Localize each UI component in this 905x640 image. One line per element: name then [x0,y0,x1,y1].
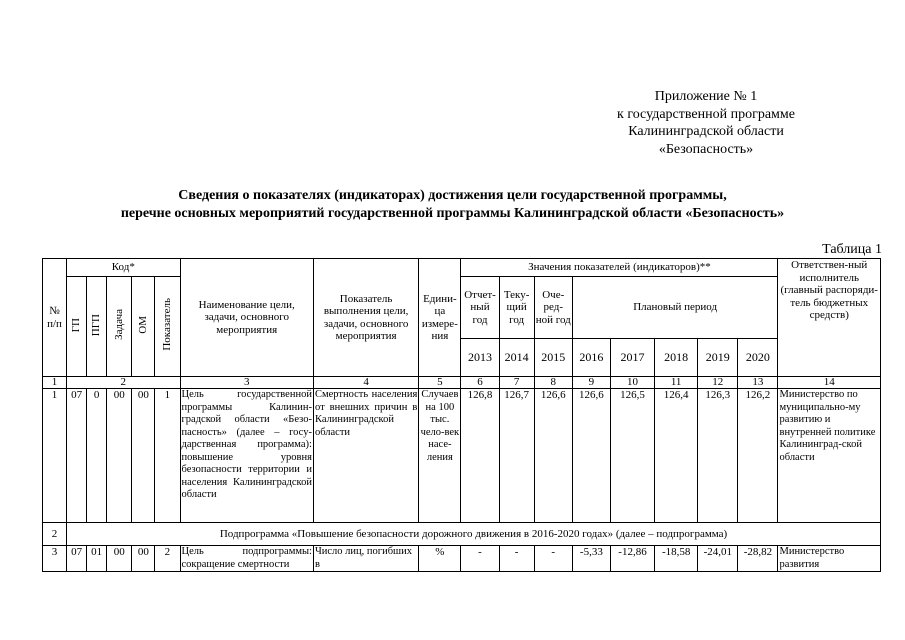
unit: Случаев на 100 тыс. чело-век насе-ления [419,389,461,523]
value-2016: -5,33 [572,546,610,572]
document-heading [0,187,905,223]
row-num: 3 [43,546,67,572]
value-2019: -24,01 [698,546,738,572]
appendix-note [556,88,856,158]
subprogram-title: Подпрограмма «Повышение безопасности дорожного движения в 2016-2020 годах» (далее – подпрограмма) [67,523,881,546]
code-indicator: 2 [155,546,180,572]
value-2016: 126,6 [572,389,610,523]
year-2019: 2019 [698,339,738,377]
responsible: Министерство по муниципально-му развитию и внутренней политике Калининград-ской области [778,389,881,523]
header-code-task: Задача [107,277,132,377]
table-row [43,546,881,572]
value-2015: - [534,546,572,572]
indicator-name: Число лиц, погибших в [313,546,418,572]
value-2020: -28,82 [738,546,778,572]
row-num: 2 [43,523,67,546]
value-2019: 126,3 [698,389,738,523]
value-2014: - [499,546,534,572]
col-number: 13 [738,377,778,389]
heading-line-2: перечне основных мероприятий государственной программы Калининградской области «Безопасность» [120,206,785,221]
header-responsible: Ответствен-ный исполнитель (главный распоряди-тель бюджетных средств) [778,259,881,377]
code-om: 00 [132,389,155,523]
col-number: 9 [572,377,610,389]
table-row [43,523,881,546]
code-gp: 07 [67,389,87,523]
col-number: 8 [534,377,572,389]
header-code-gp: ГП [67,277,87,377]
header-next-year: Оче-ред-ной год [534,277,572,339]
year-2016: 2016 [572,339,610,377]
value-2015: 126,6 [534,389,572,523]
unit: % [419,546,461,572]
code-task: 00 [107,389,132,523]
table-label: Таблица 1 [822,242,882,257]
col-number: 4 [313,377,418,389]
value-2018: -18,58 [655,546,698,572]
indicator-name: Смертность населения от внешних причин в Калининградской области [313,389,418,523]
year-2013: 2013 [461,339,499,377]
header-values: Значения показателей (индикаторов)** [461,259,778,277]
code-indicator: 1 [155,389,180,523]
value-2017: 126,5 [610,389,654,523]
table-row [43,389,881,523]
col-number: 2 [67,377,180,389]
col-number: 11 [655,377,698,389]
year-2018: 2018 [655,339,698,377]
header-unit: Едини-ца измере-ния [419,259,461,377]
header-code-indicator: Показатель [155,277,180,377]
header-name: Наименование цели, задачи, основного мероприятия [180,259,313,377]
code-gp: 07 [67,546,87,572]
header-code: Код* [67,259,180,277]
col-number: 5 [419,377,461,389]
code-task: 00 [107,546,132,572]
goal-name: Цель государственной программы Калинин-градской области «Безо-пасность» (далее – госу-дарственная программа): повышение уровня безопасности территории и населения Калининградской области [180,389,313,523]
header-plan-period: Плановый период [572,277,778,339]
value-2013: 126,8 [461,389,499,523]
header-report-year: Отчет-ный год [461,277,499,339]
col-number: 12 [698,377,738,389]
col-number: 14 [778,377,881,389]
appendix-line-4: «Безопасность» [658,141,754,157]
code-pgp: 0 [87,389,107,523]
appendix-line-3: Калининградской области [628,124,784,139]
appendix-line-1: Приложение № 1 [654,89,758,104]
value-2013: - [461,546,499,572]
value-2017: -12,86 [610,546,654,572]
value-2018: 126,4 [655,389,698,523]
header-code-pgp: ПГП [87,277,107,377]
indicators-table [42,258,881,572]
year-2020: 2020 [738,339,778,377]
appendix-line-2: к государственной программе [617,106,795,122]
col-number: 1 [43,377,67,389]
year-2015: 2015 [534,339,572,377]
col-number: 3 [180,377,313,389]
col-number: 7 [499,377,534,389]
year-2014: 2014 [499,339,534,377]
header-indicator: Показатель выполнения цели, задачи, основного мероприятия [313,259,418,377]
header-code-om: ОМ [132,277,155,377]
value-2020: 126,2 [738,389,778,523]
value-2014: 126,7 [499,389,534,523]
responsible: Министерство развития [778,546,881,572]
col-number: 10 [610,377,654,389]
header-current-year: Теку-щий год [499,277,534,339]
col-number: 6 [461,377,499,389]
header-num: № п/п [43,259,67,377]
code-pgp: 01 [87,546,107,572]
row-num: 1 [43,389,67,523]
heading-line-1: Сведения о показателях (индикаторах) достижения цели государственной программы, [178,188,727,203]
year-2017: 2017 [610,339,654,377]
code-om: 00 [132,546,155,572]
goal-name: Цель подпрограммы: сокращение смертности [181,546,312,570]
